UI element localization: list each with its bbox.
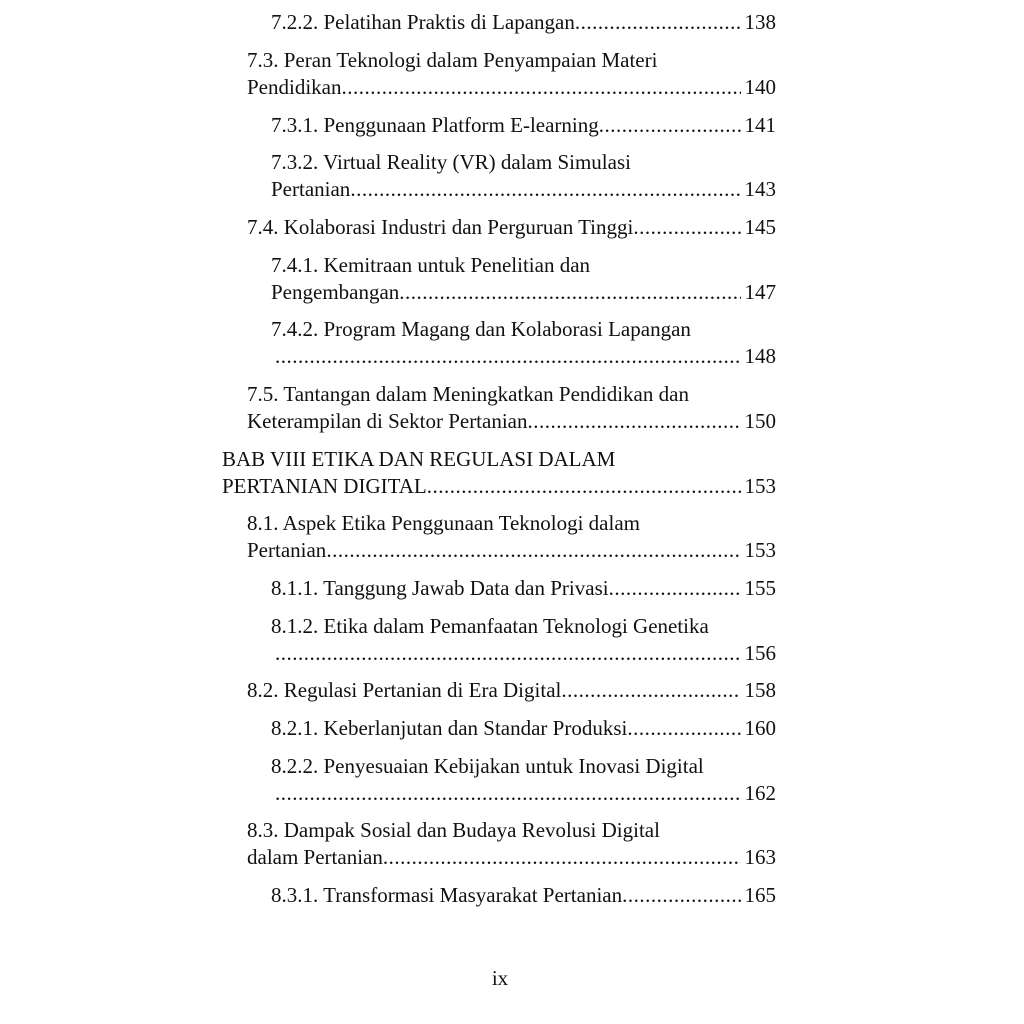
dot-leader [275, 343, 741, 370]
toc-entry-title: Pendidikan [247, 75, 342, 99]
toc-entry-title: 8.2. Regulasi Pertanian di Era Digital [247, 678, 562, 702]
dot-leader [561, 677, 740, 704]
dot-leader [350, 176, 740, 203]
toc-page-number: 158 [744, 678, 776, 702]
toc-entry[interactable] [271, 252, 776, 306]
toc-entry-title: 7.3.1. Penggunaan Platform E-learning [271, 113, 599, 137]
toc-page-number: 145 [744, 215, 776, 239]
dot-leader [342, 74, 741, 101]
toc-entry-line [247, 74, 776, 101]
toc-entry[interactable] [271, 149, 776, 203]
dot-leader [383, 844, 741, 871]
toc-entry[interactable] [271, 575, 776, 602]
toc-page-number: 162 [744, 781, 776, 805]
toc-entry[interactable] [247, 47, 776, 101]
toc-entry[interactable] [222, 446, 776, 500]
toc-entry-line: 8.1. Aspek Etika Penggunaan Teknologi dalam [247, 511, 640, 535]
toc-page-number: 148 [744, 344, 776, 368]
toc-entry[interactable] [247, 817, 776, 871]
toc-entry-line [271, 882, 776, 909]
toc-entry-line [271, 279, 776, 306]
toc-entry-line: 7.5. Tantangan dalam Meningkatkan Pendidikan dan [247, 382, 689, 406]
toc-entry-line [247, 677, 776, 704]
dot-leader [599, 112, 741, 139]
toc-entry-line [271, 343, 776, 370]
toc-entry-title: 7.4. Kolaborasi Industri dan Perguruan Tinggi [247, 215, 634, 239]
toc-page-number: 140 [744, 75, 776, 99]
toc-entry-line [247, 408, 776, 435]
toc-entry[interactable] [271, 316, 776, 370]
toc-entry-line: BAB VIII ETIKA DAN REGULASI DALAM [222, 447, 616, 471]
toc-entry-title: 8.2.1. Keberlanjutan dan Standar Produksi [271, 716, 628, 740]
toc-page-number: 150 [744, 409, 776, 433]
toc-page-number: 153 [744, 538, 776, 562]
toc-entry-title: Pertanian [271, 177, 351, 201]
toc-entry-line: 7.4.2. Program Magang dan Kolaborasi Lapangan [271, 317, 691, 341]
toc-entry-line [271, 575, 776, 602]
toc-entry-line [271, 715, 776, 742]
toc-entry-title: 8.1.1. Tanggung Jawab Data dan Privasi [271, 576, 609, 600]
toc-page-number: 141 [744, 113, 776, 137]
toc-page-number: 138 [744, 10, 776, 34]
toc-entry[interactable] [247, 214, 776, 241]
dot-leader [627, 715, 740, 742]
toc-entry-line: 7.3.2. Virtual Reality (VR) dalam Simulasi [271, 150, 631, 174]
toc-entry-line [247, 537, 776, 564]
toc-entry[interactable] [271, 753, 776, 807]
toc-entry[interactable] [271, 9, 776, 36]
dot-leader [275, 640, 741, 667]
toc-entry-line [247, 844, 776, 871]
toc-page-number: 156 [744, 641, 776, 665]
toc-entry-title: Pengembangan [271, 280, 400, 304]
dot-leader [427, 473, 741, 500]
toc-entry-title: 8.3.1. Transformasi Masyarakat Pertanian [271, 883, 623, 907]
page-number: ix [491, 966, 509, 990]
toc-entry[interactable] [247, 677, 776, 704]
toc-entry-line: 8.1.2. Etika dalam Pemanfaatan Teknologi Genetika [271, 614, 709, 638]
toc-entry[interactable] [271, 112, 776, 139]
toc-entry-title: 7.2.2. Pelatihan Praktis di Lapangan [271, 10, 575, 34]
toc-entry-line [271, 640, 776, 667]
toc-entry-line: 8.2.2. Penyesuaian Kebijakan untuk Inovasi Digital [271, 754, 704, 778]
toc-page-number: 147 [744, 280, 776, 304]
toc-entry-line [271, 176, 776, 203]
dot-leader [399, 279, 740, 306]
toc-entry-line [271, 112, 776, 139]
toc-page-number: 155 [744, 576, 776, 600]
toc-entry-line: 8.3. Dampak Sosial dan Budaya Revolusi Digital [247, 818, 660, 842]
toc-entry-title: PERTANIAN DIGITAL [222, 474, 427, 498]
toc-entry-line [271, 9, 776, 36]
dot-leader [275, 780, 741, 807]
toc-page-number: 160 [744, 716, 776, 740]
toc-entry-line: 7.4.1. Kemitraan untuk Penelitian dan [271, 253, 591, 277]
toc-entry-line [222, 473, 776, 500]
toc-entry-line [247, 214, 776, 241]
dot-leader [575, 9, 741, 36]
toc-page-number: 163 [744, 845, 776, 869]
dot-leader [528, 408, 741, 435]
dot-leader [633, 214, 740, 241]
toc-entry-title: Keterampilan di Sektor Pertanian [247, 409, 528, 433]
toc-entry-line [271, 780, 776, 807]
dot-leader [622, 882, 740, 909]
toc-entry[interactable] [247, 381, 776, 435]
toc-entry-line: 7.3. Peran Teknologi dalam Penyampaian Materi [247, 48, 658, 72]
toc-page-number: 165 [744, 883, 776, 907]
toc-entry[interactable] [247, 510, 776, 564]
toc-entry[interactable] [271, 715, 776, 742]
toc-entry-title: Pertanian [247, 538, 327, 562]
toc-page-number: 143 [744, 177, 776, 201]
toc-page-number: 153 [744, 474, 776, 498]
dot-leader [326, 537, 740, 564]
toc-entry-title: dalam Pertanian [247, 845, 383, 869]
toc-entry[interactable] [271, 613, 776, 667]
dot-leader [609, 575, 741, 602]
toc-entry[interactable] [271, 882, 776, 909]
